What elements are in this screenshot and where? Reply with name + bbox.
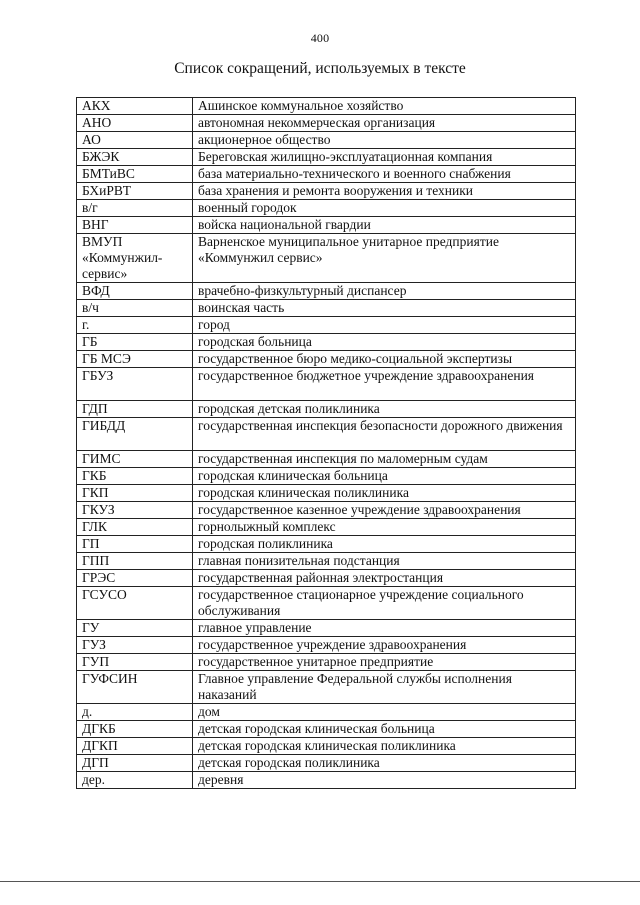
abbreviation-cell: ГДП xyxy=(77,401,193,418)
abbreviation-cell: ГУФСИН xyxy=(77,671,193,704)
meaning-cell: государственная инспекция по маломерным судам xyxy=(193,451,576,468)
table-row xyxy=(77,485,576,502)
page-number: 400 xyxy=(310,31,330,45)
table-row xyxy=(77,755,576,772)
meaning-cell: детская городская поликлиника xyxy=(193,755,576,772)
table-row xyxy=(77,772,576,789)
table-row xyxy=(77,570,576,587)
page-title: Список сокращений, используемых в тексте xyxy=(174,60,466,77)
meaning-cell: Береговская жилищно-эксплуатационная компания xyxy=(193,149,576,166)
meaning-cell: дом xyxy=(193,704,576,721)
table-row xyxy=(77,671,576,704)
table-row xyxy=(77,200,576,217)
meaning-cell: детская городская клиническая больница xyxy=(193,721,576,738)
abbreviation-cell: ГЛК xyxy=(77,519,193,536)
abbreviation-cell: БХиРВТ xyxy=(77,183,193,200)
table-row xyxy=(77,721,576,738)
meaning-cell: государственное казенное учреждение здравоохранения xyxy=(193,502,576,519)
meaning-cell: войска национальной гвардии xyxy=(193,217,576,234)
abbreviation-cell: дер. xyxy=(77,772,193,789)
abbreviation-cell: АО xyxy=(77,132,193,149)
abbreviation-cell: ГУЗ xyxy=(77,637,193,654)
abbreviations-table xyxy=(76,97,576,789)
meaning-cell: государственное унитарное предприятие xyxy=(193,654,576,671)
table-row xyxy=(77,536,576,553)
meaning-cell: автономная некоммерческая организация xyxy=(193,115,576,132)
table-row xyxy=(77,620,576,637)
table-row xyxy=(77,115,576,132)
meaning-cell: государственное бюро медико-социальной экспертизы xyxy=(193,351,576,368)
abbreviation-cell: в/ч xyxy=(77,300,193,317)
abbreviation-cell: ГБ xyxy=(77,334,193,351)
table-row xyxy=(77,98,576,115)
table-row xyxy=(77,502,576,519)
table-row xyxy=(77,654,576,671)
meaning-cell: государственное стационарное учреждение социального обслуживания xyxy=(193,587,576,620)
abbreviation-cell: ДГП xyxy=(77,755,193,772)
table-row xyxy=(77,166,576,183)
table-row xyxy=(77,334,576,351)
abbreviation-cell: ГБУЗ xyxy=(77,368,193,401)
meaning-cell: деревня xyxy=(193,772,576,789)
table-row xyxy=(77,234,576,283)
meaning-cell: городская клиническая больница xyxy=(193,468,576,485)
abbreviation-cell: д. xyxy=(77,704,193,721)
meaning-cell: главное управление xyxy=(193,620,576,637)
meaning-cell: Варненское муниципальное унитарное предприятие «Коммунжил сервис» xyxy=(193,234,576,283)
meaning-cell: база хранения и ремонта вооружения и техники xyxy=(193,183,576,200)
meaning-cell: государственная инспекция безопасности дорожного движения xyxy=(193,418,576,451)
page-bottom-rule xyxy=(0,881,640,882)
table-row xyxy=(77,300,576,317)
abbreviation-cell: ДГКБ xyxy=(77,721,193,738)
table-row xyxy=(77,132,576,149)
meaning-cell: государственная районная электростанция xyxy=(193,570,576,587)
abbreviation-cell: в/г xyxy=(77,200,193,217)
meaning-cell: воинская часть xyxy=(193,300,576,317)
table-row xyxy=(77,401,576,418)
abbreviation-cell: ГРЭС xyxy=(77,570,193,587)
abbreviation-cell: ГКУЗ xyxy=(77,502,193,519)
abbreviation-cell: ГКП xyxy=(77,485,193,502)
table-row xyxy=(77,637,576,654)
meaning-cell: детская городская клиническая поликлиника xyxy=(193,738,576,755)
table-row xyxy=(77,738,576,755)
meaning-cell: городская больница xyxy=(193,334,576,351)
meaning-cell: государственное учреждение здравоохранения xyxy=(193,637,576,654)
abbreviation-cell: АНО xyxy=(77,115,193,132)
meaning-cell: главная понизительная подстанция xyxy=(193,553,576,570)
meaning-cell: городская детская поликлиника xyxy=(193,401,576,418)
abbreviation-cell: БЖЭК xyxy=(77,149,193,166)
meaning-cell: город xyxy=(193,317,576,334)
abbreviation-cell: ГБ МСЭ xyxy=(77,351,193,368)
abbreviation-cell: ГПП xyxy=(77,553,193,570)
abbreviation-cell: ГИМС xyxy=(77,451,193,468)
meaning-cell: государственное бюджетное учреждение здравоохранения xyxy=(193,368,576,401)
abbreviation-cell: ГУП xyxy=(77,654,193,671)
table-row xyxy=(77,149,576,166)
meaning-cell: база материально-технического и военного снабжения xyxy=(193,166,576,183)
abbreviation-cell: ВНГ xyxy=(77,217,193,234)
abbreviation-cell: ГКБ xyxy=(77,468,193,485)
abbreviation-cell: ДГКП xyxy=(77,738,193,755)
meaning-cell: врачебно-физкультурный диспансер xyxy=(193,283,576,300)
abbreviation-cell: ВФД xyxy=(77,283,193,300)
abbreviation-cell: БМТиВС xyxy=(77,166,193,183)
abbreviation-cell: ГП xyxy=(77,536,193,553)
meaning-cell: Главное управление Федеральной службы исполнения наказаний xyxy=(193,671,576,704)
abbreviation-cell: ГУ xyxy=(77,620,193,637)
abbreviation-cell: г. xyxy=(77,317,193,334)
table-row xyxy=(77,368,576,401)
abbreviation-cell: ГИБДД xyxy=(77,418,193,451)
table-row xyxy=(77,317,576,334)
meaning-cell: городская клиническая поликлиника xyxy=(193,485,576,502)
table-row xyxy=(77,351,576,368)
table-row xyxy=(77,468,576,485)
table-row xyxy=(77,519,576,536)
table-row xyxy=(77,704,576,721)
abbreviation-cell: ВМУП «Коммунжил-сервис» xyxy=(77,234,193,283)
table-row xyxy=(77,587,576,620)
table-row xyxy=(77,183,576,200)
meaning-cell: Ашинское коммунальное хозяйство xyxy=(193,98,576,115)
table-row xyxy=(77,451,576,468)
abbreviation-cell: АКХ xyxy=(77,98,193,115)
abbreviation-cell: ГСУСО xyxy=(77,587,193,620)
meaning-cell: акционерное общество xyxy=(193,132,576,149)
meaning-cell: городская поликлиника xyxy=(193,536,576,553)
table-row xyxy=(77,217,576,234)
table-row xyxy=(77,418,576,451)
meaning-cell: горнолыжный комплекс xyxy=(193,519,576,536)
table-row xyxy=(77,553,576,570)
table-row xyxy=(77,283,576,300)
meaning-cell: военный городок xyxy=(193,200,576,217)
